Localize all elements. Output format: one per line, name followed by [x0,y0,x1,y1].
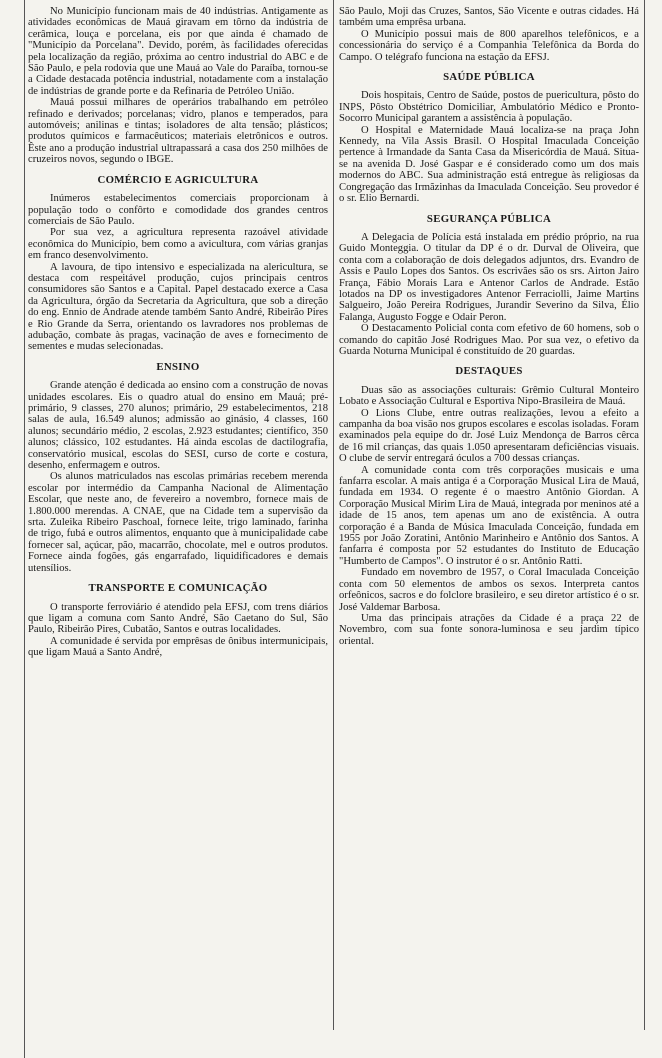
paragraph: Uma das principais atrações da Cidade é a praça 22 de Novembro, com sua fonte sonora-luminosa e seu jardim típico oriental. [339,612,639,647]
paragraph: Os alunos matriculados nas escolas primárias recebem merenda escolar por intermédio da Campanha Nacional de Alimentação Escolar, que neste ano, de fevereiro a novembro, fornece mais de 1.800.000 merendas. A CNAE, que na Cidade tem a supervisão da srta. Zuleika Ribeiro Paschoal, fornece leite, trigo laminado, farinha de trigo, fubá e outros alimentos, enquanto que à municipalidade cabe fornecer sal, açúcar, pão, macarrão, chocolate, mel e outros produtos. Fornece ainda fogões, gás engarrafado, liquidificadores e demais utensílios. [28,471,328,574]
section-heading: SAÚDE PÚBLICA [443,71,535,84]
section-heading: DESTAQUES [455,365,523,378]
section-heading: COMÉRCIO E AGRICULTURA [97,173,259,186]
section-heading: SEGURANÇA PÚBLICA [426,212,552,225]
paragraph: Por sua vez, a agricultura representa razoável atividade econômica do Município, bem como a avicultura, com várias granjas em franco desenvolvimento. [28,227,328,262]
paragraph: O Município possui mais de 800 aparelhos telefônicos, e a concessionária do serviço é a Companhia Telefônica da Borda do Campo. O telégrafo funciona na estação da EFSJ. [339,28,639,63]
paragraph: A Delegacia de Polícia está instalada em prédio próprio, na rua Guido Monteggia. O titular da DP é o dr. Durval de Oliveira, que conta com a colaboração de dois delegados adjuntos, drs. Evandro de Assis e Paulo Lopes dos Santos. Os escrivães são os srs. Airton Jairo França, Fábio Morais Lara e Antenor Carlos de Andrade. Estão lotados na DP os investigadores Antenor Ferraciolli, Jaime Martins Salgueiro, João Pereira Rodrigues, Jurandir Severino da Silva, Élio Falanga, Augusto Fogge e Odair Peron. [339,231,639,323]
paragraph: Grande atenção é dedicada ao ensino com a construção de novas unidades escolares. Eis o quadro atual do ensino em Mauá; pré-primário, 9 classes, 270 alunos; primário, 29 estabelecimentos, 218 salas de aula, 16.549 alunos; admissão ao ginásio, 4 classes, 160 alunos; secundário médio, 2 escolas, 2.923 estudantes; científico, 350 alunos; clássico, 102 estudantes. Há ainda escolas de dactilografia, conservatório musical, escolas do SESI, curso de corte e costura, desenho, enfermagem e outros. [28,380,328,472]
newspaper-column-1 [28,6,328,659]
paragraph: O transporte ferroviário é atendido pela EFSJ, com trens diários que ligam a comuna com Santo André, São Caetano do Sul, São Paulo, Ribeirão Pires, Cubatão, Santos e outras localidades. [28,601,328,636]
middle-column-rule [333,0,334,1030]
paragraph: A comunidade conta com três corporações musicais e uma fanfarra escolar. A mais antiga é a Corporação Musical Lira de Mauá, fundada em 1934. O regente é o maestro Antônio Giordan. A Corporação Musical Mirim Lira de Mauá, integrada por meninos até a idade de 15 anos, tem apenas um ano de existência. A outra corporação é a Banda de Música Imaculada Conceição, fundada em 1955 por João Zoratini, Antônio Marinheiro e Antônio dos Santos. A fanfarra é composta por 52 estudantes do Instituto de Educação "Humberto de Campos". O instrutor é o sr. Antônio Ratti. [339,464,639,567]
paragraph: Inúmeros estabelecimentos comerciais proporcionam à população todo o confôrto e comodidade dos grandes centros comerciais de São Paulo. [28,193,328,227]
paragraph: O Destacamento Policial conta com efetivo de 60 homens, sob o comando do capitão José Rodrigues Mao. Por sua vez, o efetivo da Guarda Noturna Municipal é constituído de 20 guardas. [339,323,639,357]
paragraph: A comunidade é servida por emprêsas de ônibus intermunicipais, que ligam Mauá a Santo André, [28,635,328,659]
paragraph: Fundado em novembro de 1957, o Coral Imaculada Conceição conta com 50 elementos de ambos os sexos. Interpreta cantos orfeônicos, sacros e do folclore brasileiro, e seu diretor artístico é o sr. José Valdemar Barbosa. [339,567,639,613]
paragraph: No Município funcionam mais de 40 indústrias. Antigamente as atividades econômicas de Mauá giravam em tôrno da indústria de cerâmica, louça e porcelana, eis por que ainda é chamado de "Município da Porcelana". Devido, porém, às facilidades oferecidas pela localização da região, próxima ao centro industrial do ABC e de São Paulo, e pela rodovia que une Mauá ao Vale do Paraíba, tornou-se a Cidade destacada potência industrial, notadamente com a instalação de indústrias de grande porte e da Refinaria de Petróleo União. [28,6,328,97]
left-column-rule [24,0,25,1058]
right-column-rule [644,0,645,1030]
continued-paragraph: São Paulo, Moji das Cruzes, Santos, São Vicente e outras cidades. Há também uma emprêsa urbana. [339,6,639,29]
paragraph: Duas são as associações culturais: Grêmio Cultural Monteiro Lobato e Associação Cultural e Esportiva Nipo-Brasileira de Mauá. [339,384,639,408]
paragraph: A lavoura, de tipo intensivo e especializada na alericultura, se destaca com respeitável produção, cujos principais centros consumidores são Santos e a Capital. Papel destacado exerce a Casa da Agricultura, órgão da Secretaria da Agricultura, que sob a direção do eng. Ennio de Andrade atende também Santo André, Ribeirão Pires e Rio Grande da Serra, orientando os lavradores nos problemas de adubação, combate às pragas, vacinação de aves e fornecimento de sementes e mudas selecionadas. [28,261,328,353]
newspaper-column-2 [339,6,639,647]
paragraph: O Lions Clube, entre outras realizações, levou a efeito a campanha da boa visão nos grupos escolares e escolas isoladas. Foram examinados pela equipe do dr. José Luiz Mendonça de Barros cêrca de 16 mil crianças, das quais 1.050 apresentaram deficiências visuais. O clube de servir entregará óculos a 700 dessas crianças. [339,407,639,465]
section-heading: TRANSPORTE E COMUNICAÇÃO [88,582,268,595]
paragraph: O Hospital e Maternidade Mauá localiza-se na praça John Kennedy, na Vila Assis Brasil. O Hospital Imaculada Conceição pertence à Irmandade da Santa Casa da Misericórdia de Mauá. Situa-se na avenida D. José Gaspar e é considerado como um dos mais modernos do ABC. Sua administração está entregue às religiosas da Congregação das Irmãzinhas da Imaculada Conceição. Seu provedor é o sr. Elio Bernardi. [339,124,639,205]
paragraph: Mauá possui milhares de operários trabalhando em petróleo refinado e derivados; porcelanas; vidro, planos e temperados, para automóveis; anilinas e tintas; isoladores de alta tensão; plásticos; produtos químicos e farmacêuticos; materiais eletrônicos e outros. Êste ano a produção industrial ultrapassará a casa dos 250 milhões de cruzeiros novos, segundo o IBGE. [28,97,328,166]
paragraph: Dois hospitais, Centro de Saúde, postos de puericultura, pôsto do INPS, Pôsto Obstétrico Domiciliar, Ambulatório Médico e Pronto-Socorro Municipal garantem a assistência à população. [339,90,639,125]
section-heading: ENSINO [156,360,200,373]
